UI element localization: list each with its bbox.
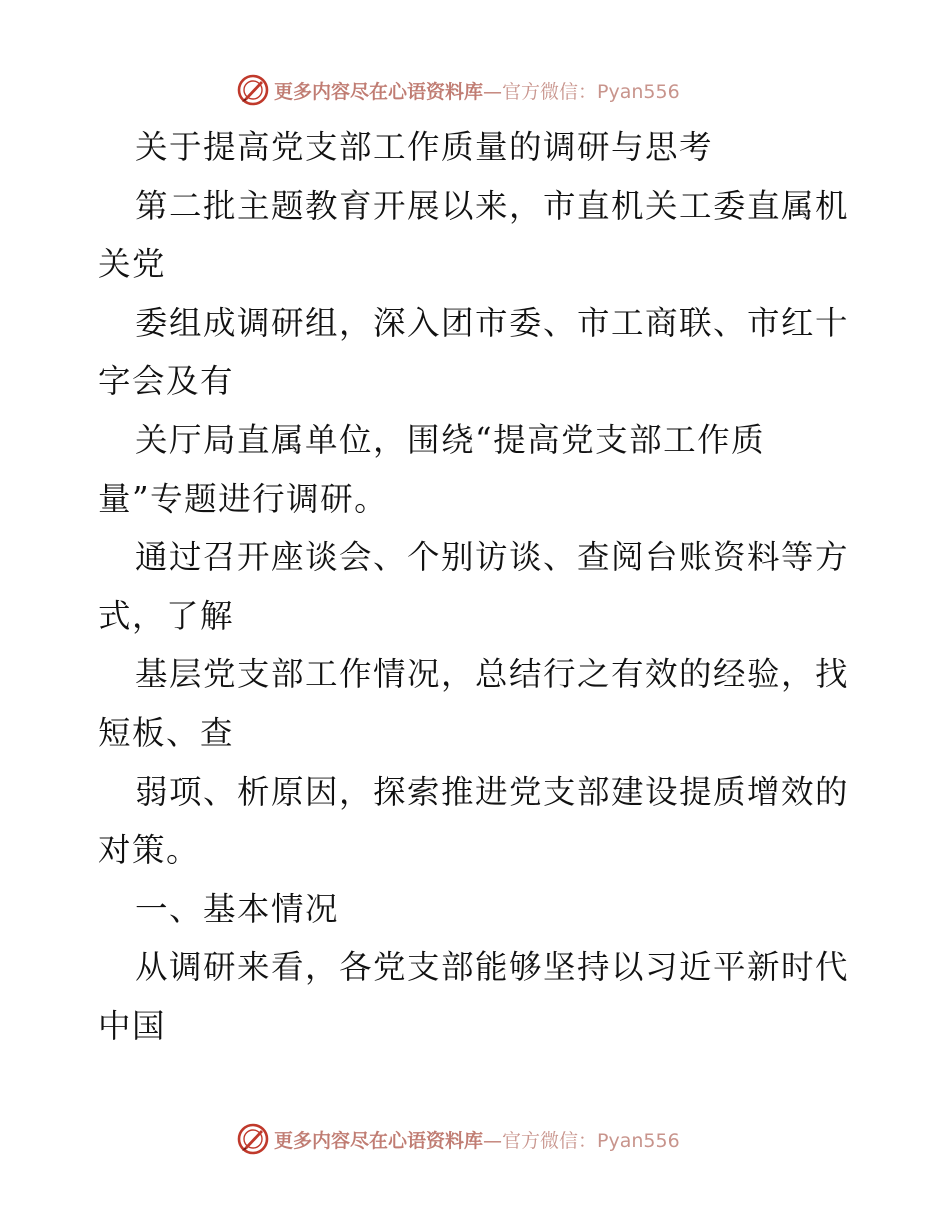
watermark-wechat-id: Pyan556	[597, 80, 680, 103]
pen-seal-logo-icon	[236, 73, 270, 107]
paragraph-line: 对策。	[98, 831, 201, 870]
header-watermark	[236, 72, 680, 108]
paragraph-line: 中国	[98, 1006, 167, 1045]
footer-watermark	[236, 1121, 680, 1157]
paragraph-line: 式，了解	[98, 596, 235, 635]
watermark-main-text: 更多内容尽在心语资料库	[274, 1129, 484, 1152]
watermark-wechat-label: 官方微信：	[502, 80, 598, 103]
watermark-main-text: 更多内容尽在心语资料库	[274, 80, 484, 103]
pen-seal-logo-icon	[236, 1122, 270, 1156]
paragraph-line: 从调研来看，各党支部能够坚持以习近平新时代	[135, 948, 850, 987]
watermark-wechat-id: Pyan556	[597, 1129, 680, 1152]
paragraph-line: 短板、查	[98, 713, 235, 752]
paragraph-line: 委组成调研组，深入团市委、市工商联、市红十	[135, 303, 850, 342]
document-title: 关于提高党支部工作质量的调研与思考	[135, 128, 714, 166]
watermark-dash: —	[483, 80, 503, 103]
paragraph-line: 通过召开座谈会、个别访谈、查阅台账资料等方	[135, 538, 850, 577]
section-heading: 一、基本情况	[135, 889, 340, 928]
paragraph-line: 弱项、析原因，探索推进党支部建设提质增效的	[135, 772, 850, 811]
document-body	[98, 118, 858, 1056]
watermark-dash: —	[483, 1129, 503, 1152]
watermark-wechat-label: 官方微信：	[502, 1129, 598, 1152]
paragraph-line: 字会及有	[98, 362, 235, 401]
paragraph-line: 量”专题进行调研。	[98, 479, 389, 518]
paragraph-line: 第二批主题教育开展以来，市直机关工委直属机	[135, 186, 850, 225]
paragraph-line: 关党	[98, 245, 167, 284]
paragraph-line: 基层党支部工作情况，总结行之有效的经验，找	[135, 655, 850, 694]
paragraph-line: 关厅局直属单位，围绕“提高党支部工作质	[135, 420, 766, 459]
